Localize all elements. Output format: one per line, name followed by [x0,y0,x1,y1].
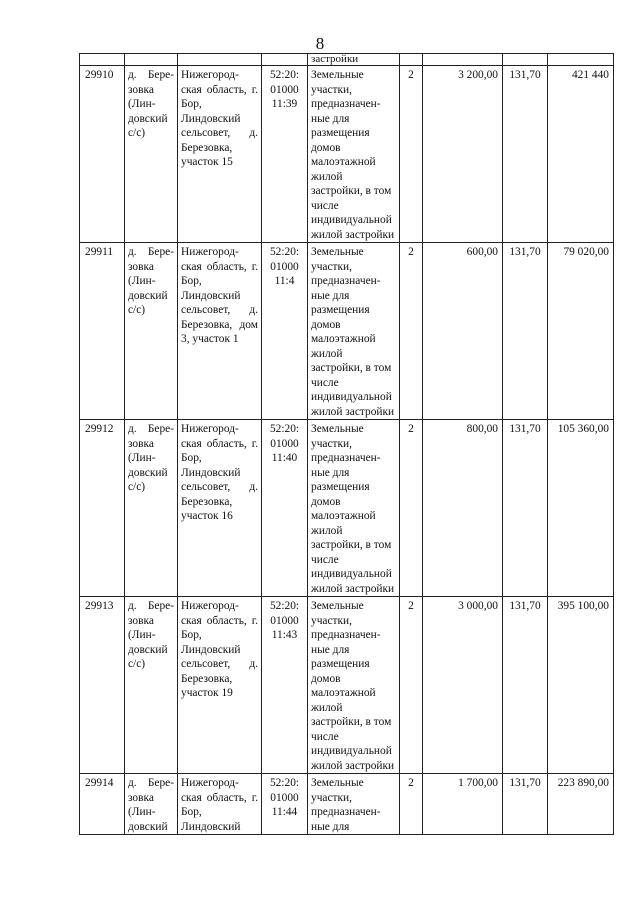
address-cell: Нижегород-ская область, г. Бор, Линдовский сельсовет, д. Березовка, участок 16 [178,420,262,597]
cadastral-part: 52:20: [269,246,300,258]
area-cell: 800,00 [423,420,503,597]
value-cell: 223 890,00 [548,774,614,835]
land-plots-table [79,53,614,835]
row-id: 29911 [80,243,125,420]
cell [548,54,614,66]
cadastral-cell [262,66,308,243]
cadastral-cell [262,420,308,597]
value-cell: 421 440 [548,66,614,243]
settlement-cell: д. Бере-зовка (Лин-довский с/с) [125,597,178,774]
cadastral-part: 11:44 [271,806,298,818]
cell [503,54,548,66]
settlement-cell: д. Бере-зовка (Лин-довский с/с) [125,66,178,243]
table-row [80,774,614,835]
address-cell: Нижегород-ская область, г. Бор, Линдовский сельсовет, д. Березовка, участок 19 [178,597,262,774]
cadastral-part: 52:20: [269,777,300,789]
table-row [80,420,614,597]
address-cell: Нижегород-ская область, г. Бор, Линдовский сельсовет, д. Березовка, участок 15 [178,66,262,243]
cadastral-part: 11:43 [271,629,298,641]
settlement-cell: д. Бере-зовка (Лин-довский с/с) [125,243,178,420]
rate-cell: 131,70 [503,420,548,597]
row-id: 29912 [80,420,125,597]
cadastral-part: 01000 [270,791,299,804]
cadastral-part: 52:20: [269,69,300,81]
area-cell: 600,00 [423,243,503,420]
cell [400,54,423,66]
cadastral-part: 01000 [270,614,299,627]
value-cell: 395 100,00 [548,597,614,774]
area-cell: 1 700,00 [423,774,503,835]
rate-cell: 131,70 [503,66,548,243]
rate-cell: 131,70 [503,243,548,420]
value-cell: 79 020,00 [548,243,614,420]
table-row [80,66,614,243]
cadastral-cell [262,774,308,835]
cadastral-part: 01000 [270,260,299,273]
area-cell: 3 200,00 [423,66,503,243]
table-row [80,243,614,420]
row-id: 29913 [80,597,125,774]
rate-cell: 131,70 [503,597,548,774]
purpose-cell: Земельные участки, предназначен-ные для [308,774,400,835]
area-cell: 3 000,00 [423,597,503,774]
purpose-cell: Земельные участки, предназначен-ные для размещения домов малоэтажной жилой застройки, в том числе индивидуальной жилой застройки [308,66,400,243]
category-cell: 2 [400,243,423,420]
table-row [80,597,614,774]
cadastral-part: 52:20: [269,423,300,435]
cadastral-cell [262,597,308,774]
row-id: 29914 [80,774,125,835]
cadastral-part: 01000 [270,437,299,450]
cadastral-cell [262,243,308,420]
settlement-cell: д. Бере-зовка (Лин-довский [125,774,178,835]
address-cell: Нижегород-ская область, г. Бор, Линдовский сельсовет, д. Березовка, дом 3, участок 1 [178,243,262,420]
category-cell: 2 [400,66,423,243]
rate-cell: 131,70 [503,774,548,835]
continuation-row [80,54,614,66]
row-id: 29910 [80,66,125,243]
category-cell: 2 [400,597,423,774]
settlement-cell: д. Бере-зовка (Лин-довский с/с) [125,420,178,597]
cell [125,54,178,66]
cell [423,54,503,66]
page-number: 8 [315,34,325,53]
purpose-cell: Земельные участки, предназначен-ные для размещения домов малоэтажной жилой застройки, в том числе индивидуальной жилой застройки [308,420,400,597]
cell [80,54,125,66]
cadastral-part: 11:4 [274,275,295,287]
purpose-cell: Земельные участки, предназначен-ные для размещения домов малоэтажной жилой застройки, в том числе индивидуальной жилой застройки [308,243,400,420]
purpose-tail: застройки [308,54,400,66]
cadastral-part: 11:39 [271,98,298,110]
value-cell: 105 360,00 [548,420,614,597]
category-cell: 2 [400,420,423,597]
purpose-cell: Земельные участки, предназначен-ные для размещения домов малоэтажной жилой застройки, в том числе индивидуальной жилой застройки [308,597,400,774]
cadastral-part: 52:20: [269,600,300,612]
cadastral-part: 11:40 [271,452,298,464]
address-cell: Нижегород-ская область, г. Бор, Линдовский [178,774,262,835]
category-cell: 2 [400,774,423,835]
cadastral-part: 01000 [270,83,299,96]
cell [262,54,308,66]
cell [178,54,262,66]
